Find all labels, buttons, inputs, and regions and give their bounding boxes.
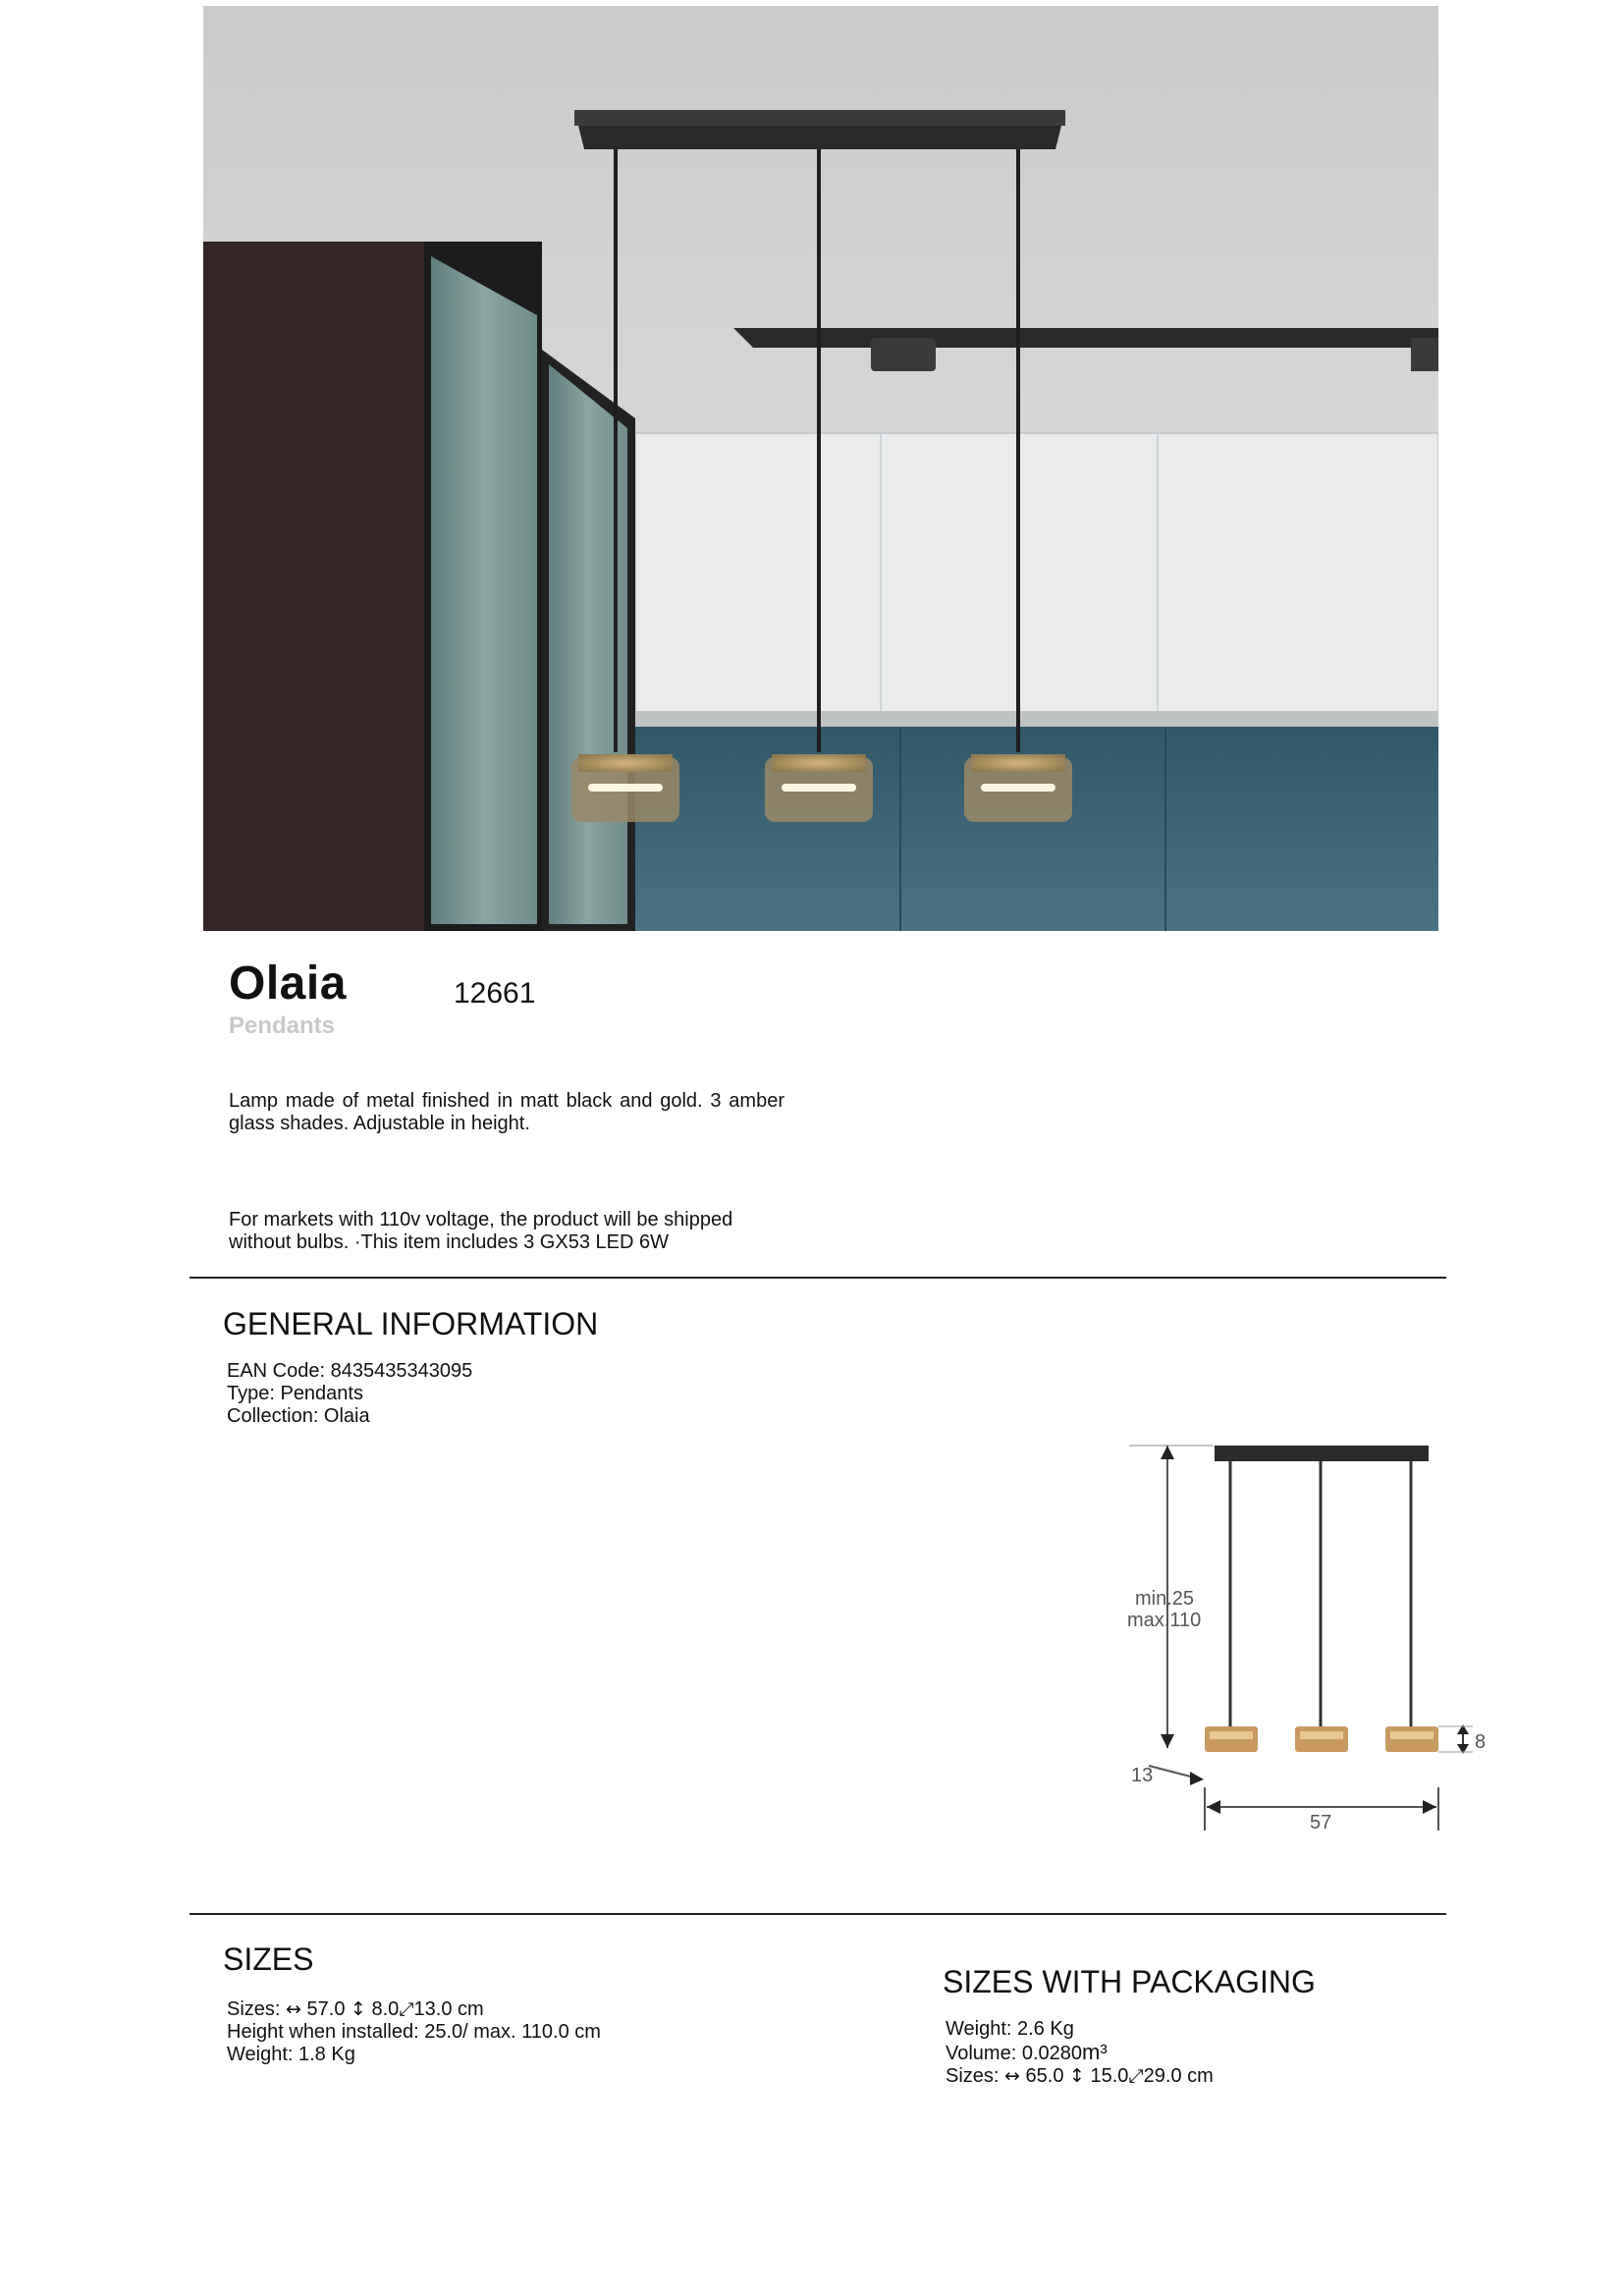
collection: Collection: Olaia <box>227 1405 370 1427</box>
dimension-diagram <box>1119 1434 1497 1836</box>
packaging-volume-line <box>946 2041 1214 2065</box>
diagram-shade-height: 8 <box>1475 1731 1487 1753</box>
width-icon: ↔ <box>1004 2065 1020 2087</box>
packaging-volume: Volume: 0.0280 <box>946 2043 1082 2064</box>
sizes-width: 57.0 <box>306 1998 346 2020</box>
depth-icon: ⤢ <box>399 1998 414 2020</box>
packaging-width: 65.0 <box>1025 2065 1064 2087</box>
diagram-min-label: min.25 <box>1135 1588 1195 1610</box>
product-name: Olaia <box>229 957 347 1010</box>
height-icon: ↕ <box>1069 2065 1085 2087</box>
packaging-height: 15.0 <box>1090 2065 1129 2087</box>
sizes-info <box>227 1998 601 2066</box>
product-photo <box>203 6 1438 931</box>
packaging-sizes-label: Sizes: <box>946 2065 1000 2087</box>
product-type: Type: Pendants <box>227 1383 363 1404</box>
product-category: Pendants <box>229 1012 336 1039</box>
sizes-depth: 13.0 cm <box>413 1998 484 2020</box>
packaging-heading: SIZES WITH PACKAGING <box>943 1964 1316 1999</box>
width-icon: ↔ <box>286 1998 301 2020</box>
depth-icon: ⤢ <box>1128 2065 1144 2087</box>
sizes-line <box>227 1998 601 2021</box>
sizes-label: Sizes: <box>227 1998 281 2020</box>
packaging-sizes-line <box>946 2065 1214 2088</box>
installed-height: Height when installed: 25.0/ max. 110.0 cm <box>227 2021 601 2043</box>
sizes-weight: Weight: 1.8 Kg <box>227 2044 355 2065</box>
sizes-height: 8.0 <box>371 1998 400 2020</box>
sizes-heading: SIZES <box>223 1941 314 1977</box>
diagram-shades <box>1205 1726 1438 1752</box>
general-heading: GENERAL INFORMATION <box>223 1306 599 1341</box>
packaging-depth: 29.0 cm <box>1143 2065 1214 2087</box>
product-code: 12661 <box>454 977 536 1010</box>
ean-code: EAN Code: 8435435343095 <box>227 1360 473 1382</box>
packaging-weight: Weight: 2.6 Kg <box>946 2018 1074 2040</box>
diagram-width: 57 <box>1310 1812 1332 1833</box>
packaging-info <box>946 2018 1214 2088</box>
divider-top <box>189 1277 1446 1279</box>
diagram-bottom-offset: 13 <box>1131 1765 1154 1786</box>
height-icon: ↕ <box>351 1998 366 2020</box>
diagram-max-label: max.110 <box>1127 1610 1202 1631</box>
product-description: Lamp made of metal finished in matt black and gold. 3 amber glass shades. Adjustable in height. <box>229 1090 784 1134</box>
volume-unit: m³ <box>1082 2040 1108 2064</box>
divider-bottom <box>189 1913 1446 1915</box>
general-info <box>227 1360 472 1428</box>
voltage-note: For markets with 110v voltage, the product will be shipped without bulbs. ·This item includes 3 GX53 LED 6W <box>229 1209 733 1253</box>
diagram-canopy <box>1215 1446 1429 1461</box>
